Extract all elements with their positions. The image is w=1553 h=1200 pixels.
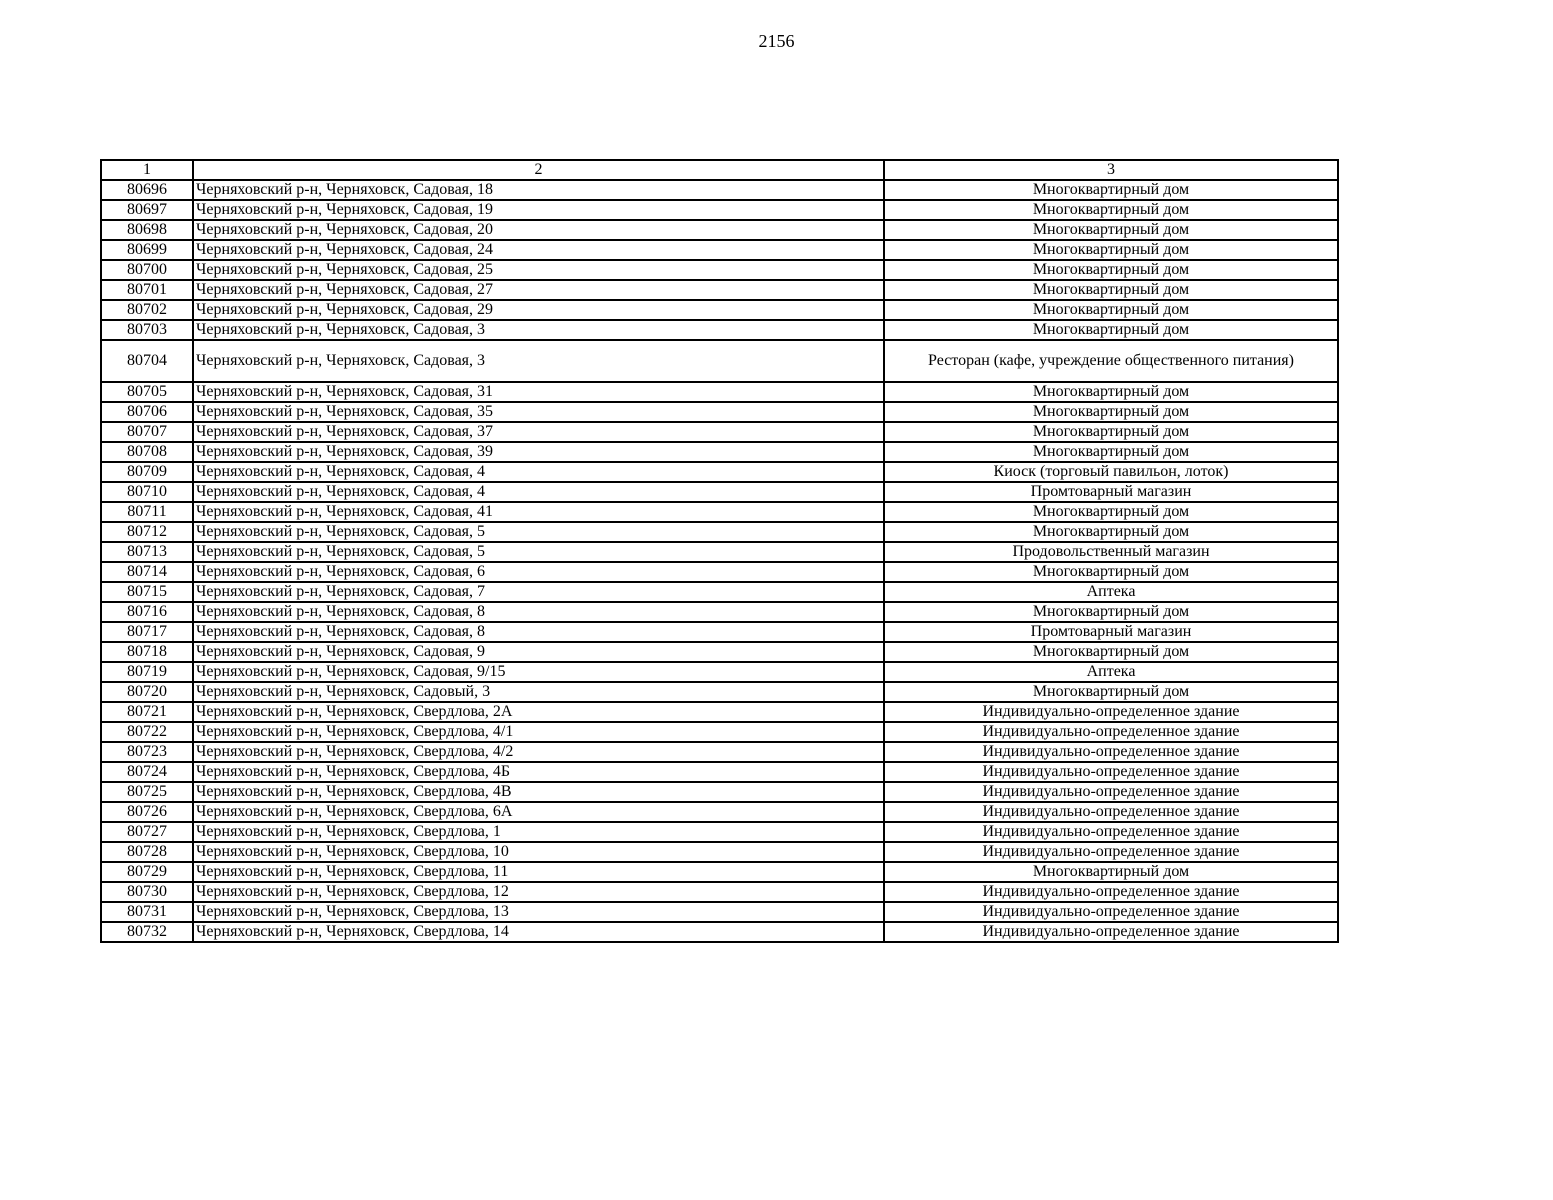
row-type: Многоквартирный дом bbox=[884, 422, 1338, 442]
table-body bbox=[101, 160, 1338, 942]
row-address: Черняховский р-н, Черняховск, Садовая, 4 bbox=[193, 482, 884, 502]
row-address: Черняховский р-н, Черняховск, Садовая, 7 bbox=[193, 582, 884, 602]
page-number: 2156 bbox=[758, 31, 795, 51]
row-type: Многоквартирный дом bbox=[884, 442, 1338, 462]
row-id: 80697 bbox=[101, 200, 193, 220]
row-type: Многоквартирный дом bbox=[884, 602, 1338, 622]
row-id: 80725 bbox=[101, 782, 193, 802]
row-type: Многоквартирный дом bbox=[884, 382, 1338, 402]
row-id: 80696 bbox=[101, 180, 193, 200]
row-type: Многоквартирный дом bbox=[884, 240, 1338, 260]
row-address: Черняховский р-н, Черняховск, Свердлова, 6А bbox=[193, 802, 884, 822]
table-row bbox=[101, 862, 1338, 882]
row-type: Продовольственный магазин bbox=[884, 542, 1338, 562]
row-id: 80715 bbox=[101, 582, 193, 602]
table-row bbox=[101, 802, 1338, 822]
row-type: Ресторан (кафе, учреждение общественного питания) bbox=[884, 340, 1338, 382]
row-address: Черняховский р-н, Черняховск, Садовая, 5 bbox=[193, 522, 884, 542]
row-type: Индивидуально-определенное здание bbox=[884, 782, 1338, 802]
row-type: Аптека bbox=[884, 662, 1338, 682]
table-row bbox=[101, 340, 1338, 382]
row-id: 80707 bbox=[101, 422, 193, 442]
table-row bbox=[101, 722, 1338, 742]
row-address: Черняховский р-н, Черняховск, Свердлова, 4Б bbox=[193, 762, 884, 782]
table-row bbox=[101, 522, 1338, 542]
table-row bbox=[101, 922, 1338, 942]
row-type: Индивидуально-определенное здание bbox=[884, 822, 1338, 842]
table-row bbox=[101, 622, 1338, 642]
row-id: 80722 bbox=[101, 722, 193, 742]
row-address: Черняховский р-н, Черняховск, Садовая, 6 bbox=[193, 562, 884, 582]
row-type: Многоквартирный дом bbox=[884, 502, 1338, 522]
row-id: 80719 bbox=[101, 662, 193, 682]
row-id: 80699 bbox=[101, 240, 193, 260]
table-row bbox=[101, 220, 1338, 240]
row-address: Черняховский р-н, Черняховск, Свердлова, 1 bbox=[193, 822, 884, 842]
table-row bbox=[101, 682, 1338, 702]
table-row bbox=[101, 382, 1338, 402]
row-id: 80732 bbox=[101, 922, 193, 942]
row-address: Черняховский р-н, Черняховск, Садовый, 3 bbox=[193, 682, 884, 702]
row-type: Многоквартирный дом bbox=[884, 200, 1338, 220]
row-address: Черняховский р-н, Черняховск, Садовая, 8 bbox=[193, 622, 884, 642]
table-row bbox=[101, 482, 1338, 502]
row-address: Черняховский р-н, Черняховск, Садовая, 3 bbox=[193, 340, 884, 382]
table-row bbox=[101, 502, 1338, 522]
table-row bbox=[101, 882, 1338, 902]
row-address: Черняховский р-н, Черняховск, Свердлова, 4/2 bbox=[193, 742, 884, 762]
row-id: 80709 bbox=[101, 462, 193, 482]
row-id: 80721 bbox=[101, 702, 193, 722]
row-type: Многоквартирный дом bbox=[884, 180, 1338, 200]
row-id: 80730 bbox=[101, 882, 193, 902]
row-address: Черняховский р-н, Черняховск, Садовая, 9 bbox=[193, 642, 884, 662]
row-type: Индивидуально-определенное здание bbox=[884, 802, 1338, 822]
row-id: 80711 bbox=[101, 502, 193, 522]
row-address: Черняховский р-н, Черняховск, Садовая, 29 bbox=[193, 300, 884, 320]
row-id: 80713 bbox=[101, 542, 193, 562]
row-address: Черняховский р-н, Черняховск, Свердлова, 13 bbox=[193, 902, 884, 922]
row-id: 80708 bbox=[101, 442, 193, 462]
row-id: 80704 bbox=[101, 340, 193, 382]
row-address: Черняховский р-н, Черняховск, Свердлова, 4/1 bbox=[193, 722, 884, 742]
row-address: Черняховский р-н, Черняховск, Садовая, 41 bbox=[193, 502, 884, 522]
row-address: Черняховский р-н, Черняховск, Свердлова, 14 bbox=[193, 922, 884, 942]
table-row bbox=[101, 200, 1338, 220]
row-type: Индивидуально-определенное здание bbox=[884, 702, 1338, 722]
row-address: Черняховский р-н, Черняховск, Садовая, 39 bbox=[193, 442, 884, 462]
row-address: Черняховский р-н, Черняховск, Садовая, 20 bbox=[193, 220, 884, 240]
row-address: Черняховский р-н, Черняховск, Свердлова, 12 bbox=[193, 882, 884, 902]
row-address: Черняховский р-н, Черняховск, Садовая, 3 bbox=[193, 320, 884, 340]
row-type: Индивидуально-определенное здание bbox=[884, 902, 1338, 922]
table-row bbox=[101, 260, 1338, 280]
table-row bbox=[101, 320, 1338, 340]
header-row bbox=[101, 160, 1338, 180]
table-row bbox=[101, 642, 1338, 662]
row-type: Индивидуально-определенное здание bbox=[884, 922, 1338, 942]
table-row bbox=[101, 240, 1338, 260]
row-type: Многоквартирный дом bbox=[884, 562, 1338, 582]
row-id: 80698 bbox=[101, 220, 193, 240]
row-id: 80720 bbox=[101, 682, 193, 702]
table-row bbox=[101, 562, 1338, 582]
row-id: 80714 bbox=[101, 562, 193, 582]
row-address: Черняховский р-н, Черняховск, Садовая, 9/15 bbox=[193, 662, 884, 682]
row-address: Черняховский р-н, Черняховск, Садовая, 5 bbox=[193, 542, 884, 562]
row-address: Черняховский р-н, Черняховск, Свердлова, 2А bbox=[193, 702, 884, 722]
row-id: 80724 bbox=[101, 762, 193, 782]
row-id: 80705 bbox=[101, 382, 193, 402]
row-type: Многоквартирный дом bbox=[884, 862, 1338, 882]
row-type: Многоквартирный дом bbox=[884, 280, 1338, 300]
row-id: 80716 bbox=[101, 602, 193, 622]
row-address: Черняховский р-н, Черняховск, Свердлова, 11 bbox=[193, 862, 884, 882]
row-id: 80718 bbox=[101, 642, 193, 662]
table-row bbox=[101, 462, 1338, 482]
table-row bbox=[101, 300, 1338, 320]
row-type: Многоквартирный дом bbox=[884, 300, 1338, 320]
row-id: 80731 bbox=[101, 902, 193, 922]
table-row bbox=[101, 762, 1338, 782]
row-address: Черняховский р-н, Черняховск, Свердлова, 10 bbox=[193, 842, 884, 862]
row-type: Многоквартирный дом bbox=[884, 402, 1338, 422]
row-address: Черняховский р-н, Черняховск, Садовая, 24 bbox=[193, 240, 884, 260]
table-row bbox=[101, 662, 1338, 682]
header-col-3: 3 bbox=[884, 160, 1338, 180]
row-address: Черняховский р-н, Черняховск, Садовая, 27 bbox=[193, 280, 884, 300]
table-row bbox=[101, 582, 1338, 602]
table-row bbox=[101, 422, 1338, 442]
row-type: Многоквартирный дом bbox=[884, 260, 1338, 280]
row-address: Черняховский р-н, Черняховск, Садовая, 4 bbox=[193, 462, 884, 482]
row-address: Черняховский р-н, Черняховск, Садовая, 18 bbox=[193, 180, 884, 200]
row-id: 80701 bbox=[101, 280, 193, 300]
row-type: Многоквартирный дом bbox=[884, 682, 1338, 702]
row-id: 80710 bbox=[101, 482, 193, 502]
table-row bbox=[101, 442, 1338, 462]
header-col-1: 1 bbox=[101, 160, 193, 180]
table-row bbox=[101, 822, 1338, 842]
table-row bbox=[101, 782, 1338, 802]
row-type: Индивидуально-определенное здание bbox=[884, 742, 1338, 762]
table-row bbox=[101, 180, 1338, 200]
row-address: Черняховский р-н, Черняховск, Садовая, 31 bbox=[193, 382, 884, 402]
table-row bbox=[101, 280, 1338, 300]
header-col-2: 2 bbox=[193, 160, 884, 180]
row-address: Черняховский р-н, Черняховск, Садовая, 37 bbox=[193, 422, 884, 442]
row-type: Индивидуально-определенное здание bbox=[884, 842, 1338, 862]
row-id: 80702 bbox=[101, 300, 193, 320]
row-type: Индивидуально-определенное здание bbox=[884, 882, 1338, 902]
row-id: 80700 bbox=[101, 260, 193, 280]
row-address: Черняховский р-н, Черняховск, Садовая, 8 bbox=[193, 602, 884, 622]
row-id: 80717 bbox=[101, 622, 193, 642]
row-type: Индивидуально-определенное здание bbox=[884, 722, 1338, 742]
table-row bbox=[101, 542, 1338, 562]
table-row bbox=[101, 742, 1338, 762]
row-id: 80723 bbox=[101, 742, 193, 762]
row-id: 80726 bbox=[101, 802, 193, 822]
row-id: 80728 bbox=[101, 842, 193, 862]
row-type: Киоск (торговый павильон, лоток) bbox=[884, 462, 1338, 482]
table-row bbox=[101, 842, 1338, 862]
row-address: Черняховский р-н, Черняховск, Садовая, 25 bbox=[193, 260, 884, 280]
row-type: Промтоварный магазин bbox=[884, 482, 1338, 502]
row-id: 80727 bbox=[101, 822, 193, 842]
row-address: Черняховский р-н, Черняховск, Свердлова, 4В bbox=[193, 782, 884, 802]
row-address: Черняховский р-н, Черняховск, Садовая, 35 bbox=[193, 402, 884, 422]
row-type: Аптека bbox=[884, 582, 1338, 602]
row-type: Многоквартирный дом bbox=[884, 320, 1338, 340]
row-id: 80703 bbox=[101, 320, 193, 340]
row-type: Многоквартирный дом bbox=[884, 220, 1338, 240]
table-row bbox=[101, 702, 1338, 722]
row-id: 80712 bbox=[101, 522, 193, 542]
row-id: 80729 bbox=[101, 862, 193, 882]
table-row bbox=[101, 602, 1338, 622]
row-type: Индивидуально-определенное здание bbox=[884, 762, 1338, 782]
table-row bbox=[101, 402, 1338, 422]
row-type: Промтоварный магазин bbox=[884, 622, 1338, 642]
row-id: 80706 bbox=[101, 402, 193, 422]
table-row bbox=[101, 902, 1338, 922]
row-type: Многоквартирный дом bbox=[884, 642, 1338, 662]
row-address: Черняховский р-н, Черняховск, Садовая, 19 bbox=[193, 200, 884, 220]
registry-table bbox=[100, 159, 1339, 943]
row-type: Многоквартирный дом bbox=[884, 522, 1338, 542]
